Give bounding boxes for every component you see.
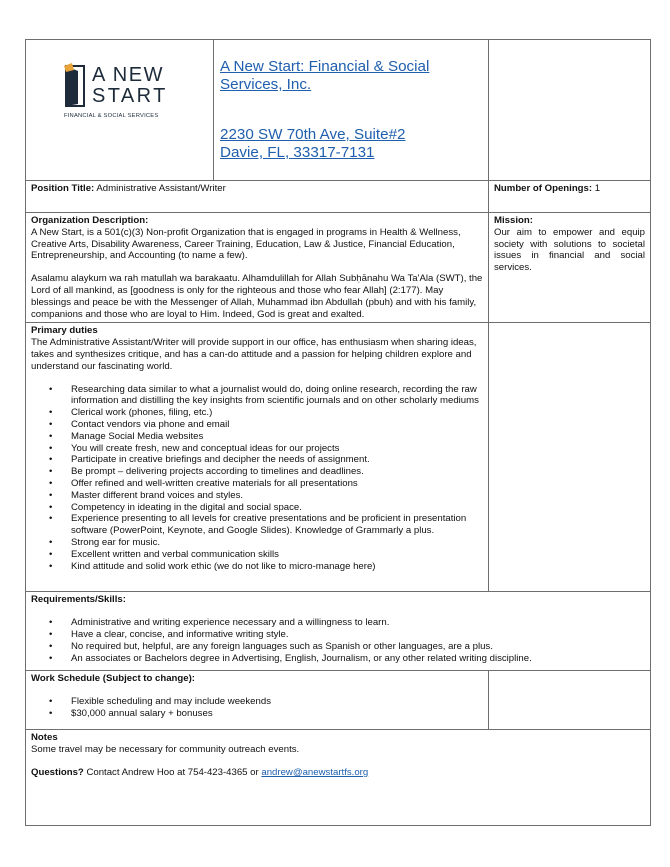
address-link-line-2[interactable]: Davie, FL, 33317-7131 (220, 144, 375, 161)
list-item: • Contact vendors via phone and email (31, 419, 483, 431)
list-item: • No required but, helpful, are any foreign languages such as Spanish or other languages, are a plus. (31, 641, 645, 653)
list-item: • Have a clear, concise, and informative writing style. (31, 629, 645, 641)
mission-cell (489, 213, 651, 323)
requirements-list (31, 617, 645, 664)
organization-row (26, 213, 651, 323)
org-name-link-line-2[interactable]: Services, Inc. (220, 76, 312, 93)
mission-text: Our aim to empower and equip society with solutions to societal issues in financial and social services. (494, 226, 645, 274)
organization-heading: Organization Description: (31, 215, 149, 226)
list-item: • Researching data similar to what a journalist would do, doing online research, recording the raw information and distilling the key insights from scientific journals and on other scholarly mediums (31, 384, 483, 408)
logo-line-1: A NEW (92, 64, 164, 86)
schedule-cell (26, 671, 489, 730)
duties-cell (26, 323, 489, 592)
schedule-list (31, 696, 483, 720)
openings-value: 1 (594, 183, 601, 194)
company-logo (62, 62, 182, 122)
list-item: • Strong ear for music. (31, 537, 483, 549)
list-item: • Manage Social Media websites (31, 431, 483, 443)
duties-row (26, 323, 651, 592)
list-item: • Clerical work (phones, filing, etc.) (31, 407, 483, 419)
org-header-cell (214, 40, 489, 181)
duties-heading: Primary duties (31, 325, 98, 337)
header-right-cell (489, 40, 651, 181)
list-item: • You will create fresh, new and conceptual ideas for our projects (31, 443, 483, 455)
list-item: • Excellent written and verbal communication skills (31, 549, 483, 561)
logo-tagline: FINANCIAL & SOCIAL SERVICES (64, 113, 159, 119)
address-link-line-1[interactable]: 2230 SW 70th Ave, Suite#2 (220, 126, 406, 143)
questions-line (31, 767, 645, 779)
organization-para-2: Asalamu alaykum wa rah matullah wa barakaatu. Alhamdulillah for Allah Subḥānahu Wa Ta'Ala (SWT), the Lord of all mankind, as [goodness is only for the righteous and those who fear Allah] (2:177). May blessings and peace be with the Messenger of Allah, Muhammad ibn Abdullah (pbuh) and with his family, companions and those who are loyal to Him. Indeed, God is great and exalted. (31, 273, 483, 320)
notes-heading: Notes (31, 732, 58, 744)
list-item: • Flexible scheduling and may include weekends (31, 696, 483, 708)
notes-row (26, 730, 651, 826)
list-item: • Be prompt – delivering projects according to timelines and deadlines. (31, 466, 483, 478)
list-item: • Participate in creative briefings and decipher the needs of assignment. (31, 454, 483, 466)
organization-para-1: A New Start, is a 501(c)(3) Non-profit Organization that is engaged in programs in Health & Wellness, Creative Arts, Disability Awareness, Career Training, Education, Law & Justice, Financial Education, Entrepreneurship, and Accounting (to name a few). (31, 226, 461, 262)
questions-label: Questions? (31, 766, 84, 778)
schedule-right-cell (489, 671, 651, 730)
header-row (26, 40, 651, 181)
email-link[interactable]: andrew@anewstartfs.org (261, 766, 369, 778)
requirements-heading: Requirements/Skills: (31, 594, 126, 606)
org-name-link-line-1[interactable]: A New Start: Financial & Social (220, 58, 430, 75)
job-posting-table (25, 39, 651, 826)
list-item: • Kind attitude and solid work ethic (we do not like to micro-manage here) (31, 561, 483, 573)
list-item: • $30,000 annual salary + bonuses (31, 708, 483, 720)
duties-list (31, 384, 483, 573)
list-item: • An associates or Bachelors degree in Advertising, English, Journalism, or any other related writing discipline. (31, 653, 645, 665)
requirements-row (26, 592, 651, 671)
organization-description-cell (26, 213, 489, 323)
requirements-cell (26, 592, 651, 671)
questions-text: Contact Andrew Hoo at 754-423-4365 or (83, 766, 262, 778)
position-row (26, 181, 651, 213)
schedule-row (26, 671, 651, 730)
notes-text: Some travel may be necessary for community outreach events. (31, 744, 300, 756)
schedule-heading: Work Schedule (Subject to change): (31, 673, 196, 685)
duties-intro: The Administrative Assistant/Writer will provide support in our office, has enthusiasm when sharing ideas, takes and synthesizes critique, and has a can-do attitude and a passion for helping children explore and understand our fascinating world. (31, 337, 477, 372)
openings-cell (489, 181, 651, 213)
position-title-label: Position Title: (31, 183, 95, 194)
position-title-cell (26, 181, 489, 213)
logo-line-2: START (92, 85, 168, 107)
position-title-value: Administrative Assistant/Writer (96, 183, 226, 194)
list-item: • Administrative and writing experience necessary and a willingness to learn. (31, 617, 645, 629)
door-logo-icon (62, 62, 92, 108)
list-item: • Master different brand voices and styles. (31, 490, 483, 502)
logo-cell (26, 40, 214, 181)
list-item: • Competency in ideating in the digital and social space. (31, 502, 483, 514)
list-item: • Experience presenting to all levels for creative presentations and be proficient in presentation software (PowerPoint, Keynote, and Google Slides). Knowledge of Grammarly a plus. (31, 513, 483, 537)
duties-right-cell (489, 323, 651, 592)
list-item: • Offer refined and well-written creative materials for all presentations (31, 478, 483, 490)
mission-heading: Mission: (494, 215, 533, 226)
notes-cell (26, 730, 651, 826)
openings-label: Number of Openings: (494, 183, 593, 194)
